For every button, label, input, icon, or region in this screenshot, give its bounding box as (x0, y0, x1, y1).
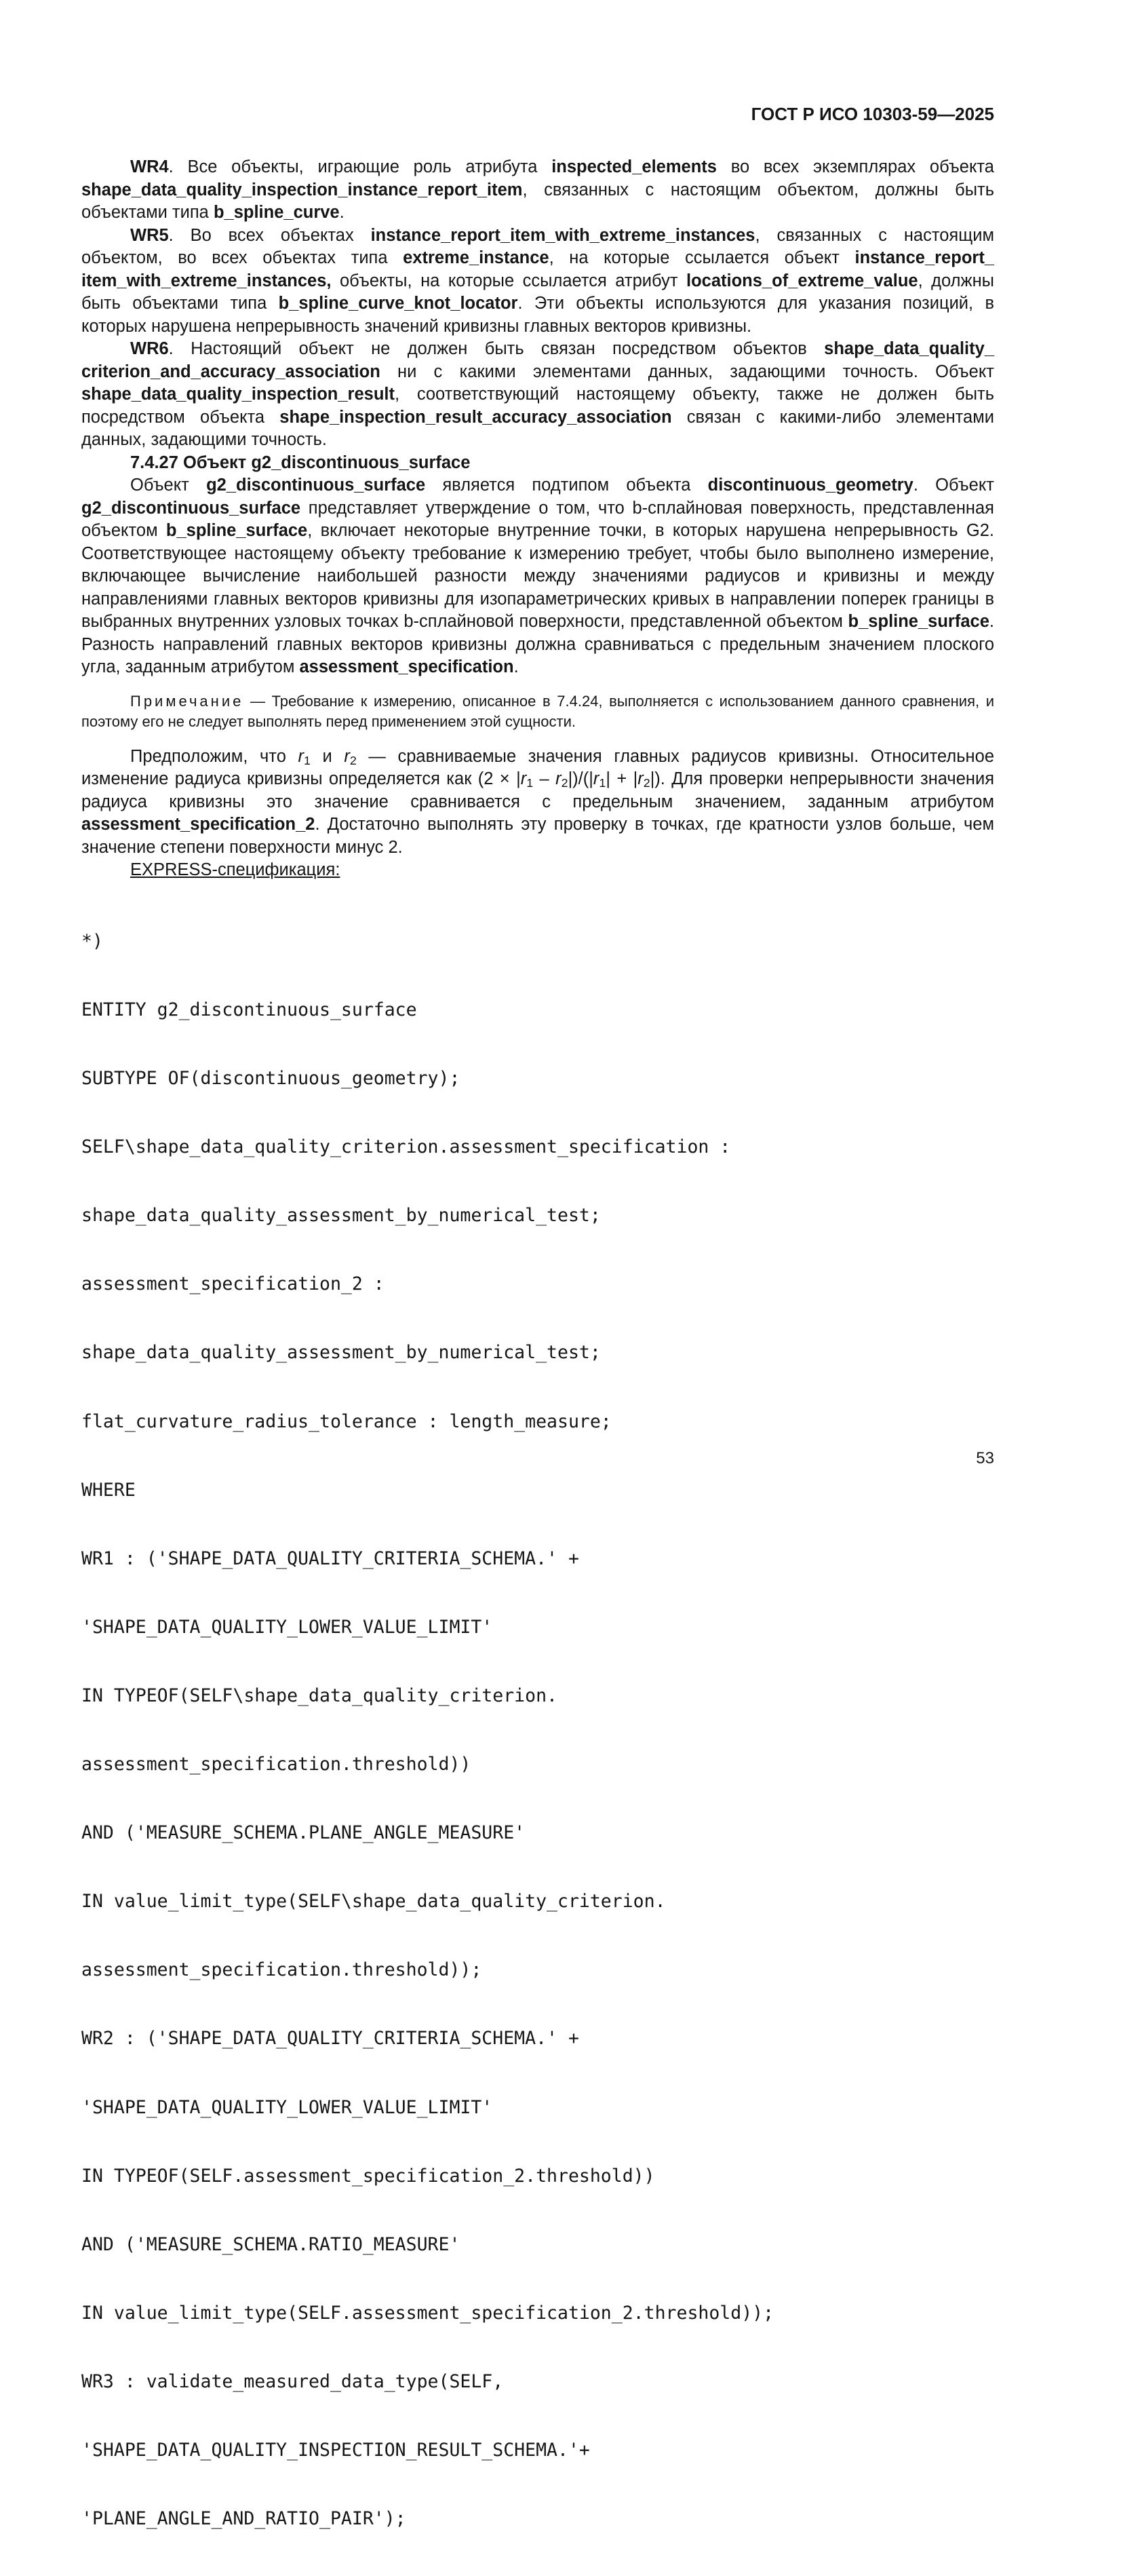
note-label: Примечание (130, 693, 243, 710)
code-line: IN value_limit_type(SELF.assessment_specification_2.threshold)); (81, 2302, 994, 2325)
code-line: assessment_specification.threshold)) (81, 1753, 994, 1776)
page-content (81, 156, 994, 2576)
code-line: flat_curvature_radius_tolerance : length_measure; (81, 1410, 994, 1434)
section-heading: 7.4.27 Объект g2_discontinuous_surface (81, 452, 994, 475)
code-line: assessment_specification_2 : (81, 1273, 994, 1296)
express-code-block (81, 885, 994, 2576)
note-paragraph: Примечание — Требование к измерению, описанное в 7.4.24, выполняется с использованием данного сравнения, и поэтому его не следует выполнять перед применением этой сущности. (81, 691, 994, 732)
code-line: 'SHAPE_DATA_QUALITY_LOWER_VALUE_LIMIT' (81, 2096, 994, 2119)
code-line: IN TYPEOF(SELF\shape_data_quality_criterion. (81, 1685, 994, 1708)
wr6-paragraph: WR6. Настоящий объект не должен быть связан посредством объектов shape_data_quality_ criterion_and_accuracy_association ни с какими элементами данных, задающими точность. Объект shape_data_quality_inspection_result, соответствующий настоящему объекту, также не должен быть посредством объекта shape_inspection_result_accuracy_association связан с какими-либо элементами данных, задающими точность. (81, 338, 994, 452)
code-line: shape_data_quality_assessment_by_numerical_test; (81, 1341, 994, 1364)
wr5-paragraph: WR5. Во всех объектах instance_report_item_with_extreme_instances, связанных с настоящим объектом, во всех объектах типа extreme_instance, на которые ссылается объект instance_report_ item_with_extreme_instances, объекты, на которые ссылается атрибут locations_of_extreme_value, должны быть объектами типа b_spline_curve_knot_locator. Эти объекты используются для указания позиций, в которых нарушена непрерывность значений кривизны главных векторов кривизны. (81, 225, 994, 339)
code-line: SUBTYPE OF(discontinuous_geometry); (81, 1067, 994, 1090)
code-line: *) (81, 930, 994, 953)
code-line: WR2 : ('SHAPE_DATA_QUALITY_CRITERIA_SCHEMA.' + (81, 2027, 994, 2050)
code-line: AND ('MEASURE_SCHEMA.PLANE_ANGLE_MEASURE' (81, 1822, 994, 1845)
code-line: WR1 : ('SHAPE_DATA_QUALITY_CRITERIA_SCHEMA.' + (81, 1547, 994, 1571)
code-line: shape_data_quality_assessment_by_numerical_test; (81, 1204, 994, 1227)
code-line: WR3 : validate_measured_data_type(SELF, (81, 2370, 994, 2394)
definition-paragraph: Объект g2_discontinuous_surface является подтипом объекта discontinuous_geometry. Объект g2_discontinuous_surface представляет утверждение о том, что b-сплайновая поверхность, представленная объектом b_spline_surface, включает некоторые внутренние точки, в которых нарушена непрерывность G2. Соответствующее настоящему объекту требование к измерению требует, чтобы было выполнено измерение, включающее вычисление наибольшей разности между значениями радиусов и кривизны и между направлениями главных векторов кривизны для изопараметрических кривых в направлении поперек границы в выбранных внутренних узловых точках b-сплайновой поверхности, представленной объектом b_spline_surface. Разность направлений главных векторов кривизны должна сравниваться с предельным значением плоского угла, заданным атрибутом assessment_specification. (81, 474, 994, 679)
code-line: 'SHAPE_DATA_QUALITY_LOWER_VALUE_LIMIT' (81, 1616, 994, 1639)
code-line: WHERE (81, 1479, 994, 1502)
document-header: ГОСТ Р ИСО 10303-59—2025 (81, 103, 994, 125)
code-line: ENTITY g2_discontinuous_surface (81, 999, 994, 1022)
wr4-paragraph: WR4. Все объекты, играющие роль атрибута inspected_elements во всех экземплярах объекта shape_data_quality_inspection_instance_report_item, связанных с настоящим объектом, должны быть объектами типа b_spline_curve. (81, 156, 994, 225)
code-line: SELF\shape_data_quality_criterion.assessment_specification : (81, 1136, 994, 1159)
page-number: 53 (81, 1449, 994, 1468)
code-line: IN TYPEOF(SELF.assessment_specification_2.threshold)) (81, 2165, 994, 2188)
express-label-paragraph (81, 859, 994, 882)
express-spec-label: EXPRESS-спецификация: (130, 860, 340, 879)
code-line: assessment_specification.threshold)); (81, 1959, 994, 1982)
code-line: 'SHAPE_DATA_QUALITY_INSPECTION_RESULT_SCHEMA.'+ (81, 2439, 994, 2462)
code-line: IN value_limit_type(SELF\shape_data_quality_criterion. (81, 1890, 994, 1913)
code-line: AND ('MEASURE_SCHEMA.RATIO_MEASURE' (81, 2233, 994, 2256)
code-line: 'PLANE_ANGLE_AND_RATIO_PAIR'); (81, 2507, 994, 2531)
radius-paragraph: Предположим, что $r_1$ и $r_2$ — сравниваемые значения главных радиусов кривизны. Относительное изменение радиуса кривизны определяется как $(2 \times |r_1 - r_2|)/(|r_1| + |r_2|)$. Для проверки непрерывности значения радиуса кривизны это значение сравнивается с предельным значением, заданным атрибутом assessment_specification_2. Достаточно выполнять эту проверку в точках, где кратности узлов больше, чем значение степени поверхности минус 2. (81, 746, 994, 860)
